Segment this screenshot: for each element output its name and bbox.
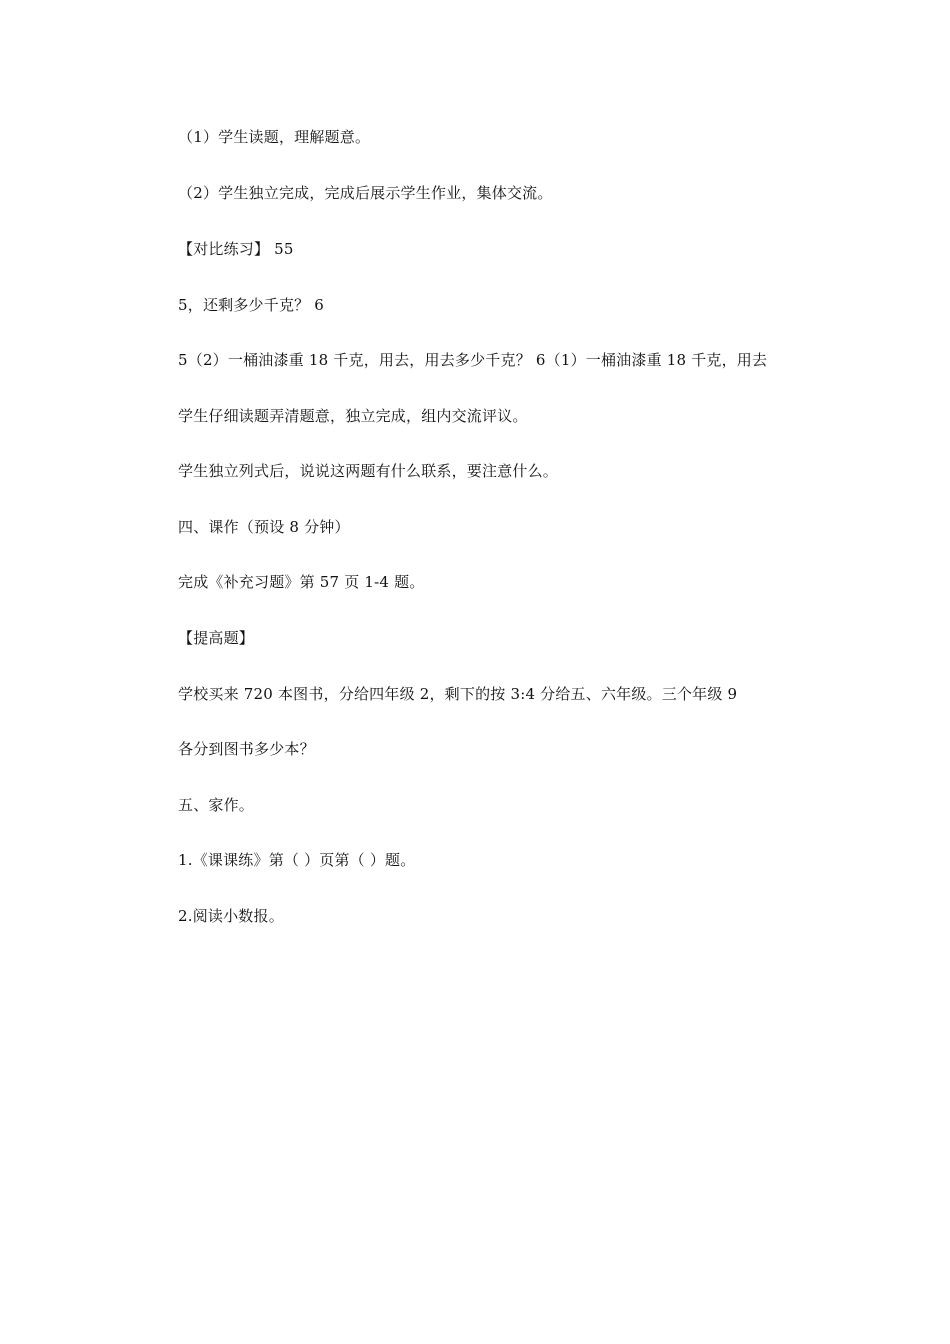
text-line-12: 各分到图书多少本？: [178, 740, 315, 758]
text-line-1: （1）学生读题，理解题意。: [178, 128, 371, 146]
text-line-15: 2.阅读小数报。: [178, 907, 284, 925]
text-line-5: 5（2）一桶油漆重 18 千克，用去，用去多少千克？ 6（1）一桶油漆重 18 千克，用去: [178, 351, 768, 369]
text-line-14: 1.《课课练》第（ ）页第（ ）题。: [178, 851, 416, 869]
section-heading-4: 四、课作（预设 8 分钟）: [178, 518, 350, 536]
text-line-6: 学生仔细读题弄清题意，独立完成，组内交流评议。: [178, 407, 528, 425]
section-heading-5: 五、家作。: [178, 796, 255, 814]
text-line-10: 【提高题】: [178, 629, 255, 647]
text-line-3: 【对比练习】 55: [178, 240, 294, 258]
text-line-2: （2）学生独立完成，完成后展示学生作业，集体交流。: [178, 184, 553, 202]
text-line-9: 完成《补充习题》第 57 页 1-4 题。: [178, 573, 425, 591]
text-line-11: 学校买来 720 本图书，分给四年级 2，剩下的按 3:4 分给五、六年级。三个年级 9: [178, 685, 738, 703]
text-line-7: 学生独立列式后，说说这两题有什么联系，要注意什么。: [178, 462, 559, 480]
text-line-4: 5，还剩多少千克？ 6: [178, 296, 325, 314]
